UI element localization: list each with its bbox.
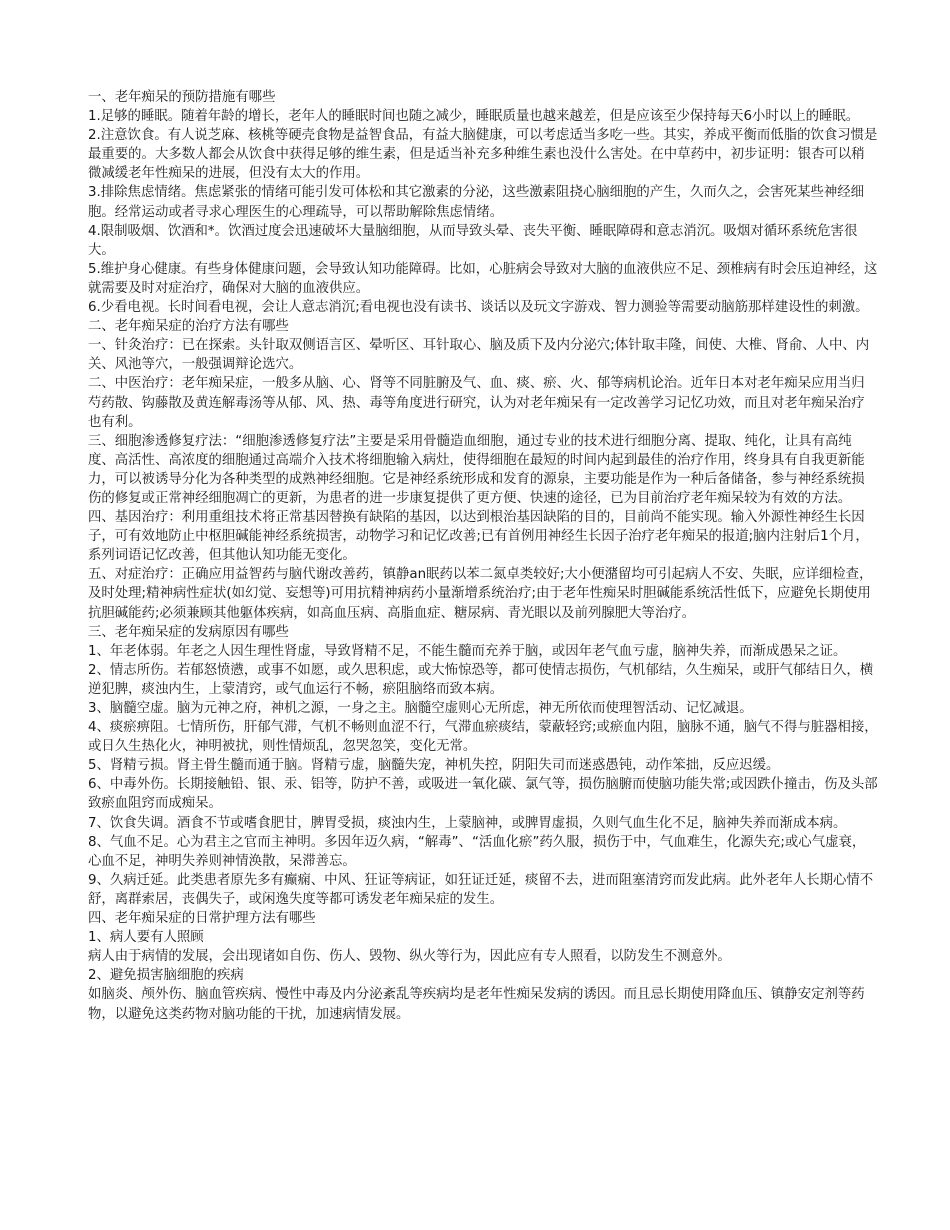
paragraph: 1.足够的睡眠。随着年龄的增长，老年人的睡眠时间也随之减少，睡眠质量也越来越差，但是应该至少保持每天6小时以上的睡眠。 [88, 109, 860, 125]
paragraph: 一、针灸治疗：已在探索。头针取双侧语言区、晕听区、耳针取心、脑及质下及内分泌穴;体针取丰隆，间使、大椎、肾俞、人中、内关、风池等穴，一般强调辩论选穴。 [88, 338, 870, 373]
paragraph: 三、细胞渗透修复疗法：“细胞渗透修复疗法”主要是采用骨髓造血细胞，通过专业的技术进行细胞分离、提取、纯化，让具有高纯度、高活性、高浓度的细胞通过高端介入技术将细胞输入病灶，使得细胞在最短的时间内起到最佳的治疗作用，终身具有自我更新能力，可以被诱导分化为各种类型的成熟神经细胞。它是神经系统形成和发育的源泉，主要功能是作为一种后备储备，参与神经系统损伤的修复或正常神经细胞凋亡的更新，为患者的进一步康复提供了更方便、快速的途径，已为目前治疗老年痴呆较为有效的方法。 [88, 433, 865, 506]
paragraph: 如脑炎、颅外伤、脑血管疾病、慢性中毒及内分泌紊乱等疾病均是老年性痴呆发病的诱因。而且忌长期使用降血压、镇静安定剂等药物，以避免这类药物对脑功能的干扰，加速病情发展。 [88, 987, 865, 1022]
paragraph: 3.排除焦虑情绪。焦虑紧张的情绪可能引发可体松和其它激素的分泌，这些激素阻挠心脑细胞的产生，久而久之，会害死某些神经细胞。经常运动或者寻求心理医生的心理疏导，可以帮助解除焦虑情绪。 [88, 185, 865, 220]
paragraph: 二、中医治疗：老年痴呆症，一般多从脑、心、肾等不同脏腑及气、血、痰、瘀、火、郁等病机论治。近年日本对老年痴呆应用当归芍药散、钩藤散及黄连解毒汤等从郁、风、热、毒等角度进行研究，认为对老年痴呆有一定改善学习记忆功效，而且对老年痴呆治疗也有利。 [88, 376, 865, 430]
paragraph: 2.注意饮食。有人说芝麻、核桃等硬壳食物是益智食品，有益大脑健康，可以考虑适当多吃一些。其实，养成平衡而低脂的饮食习惯是最重要的。大多数人都会从饮食中获得足够的维生素，但是适当补充多种维生素也没什么害处。在中草药中，初步证明：银杏可以稍微减缓老年性痴呆的进展，但没有太大的作用。 [88, 128, 878, 182]
paragraph: 3、脑髓空虚。脑为元神之府，神机之源，一身之主。脑髓空虚则心无所虑，神无所依而使理智活动、记忆减退。 [88, 701, 753, 716]
paragraph: 8、气血不足。心为君主之官而主神明。多因年迈久病，“解毒”、“活血化瘀”药久服，损伤于中，气血难生，化源失充;或心气虚衰，心血不足，神明失养则神情涣散，呆滞善忘。 [88, 834, 866, 869]
paragraph: 2、情志所伤。若郁怒愤懑，或事不如愿，或久思积虑，或大怖惊恐等，都可使情志损伤，气机郁结，久生痴呆，或肝气郁结日久，横逆犯脾，痰浊内生，上蒙清窍，或气血运行不畅，瘀阻脑络而致本病。 [88, 662, 874, 697]
section-heading: 1、病人要有人照顾 [88, 930, 204, 946]
paragraph: 病人由于病情的发展，会出现诸如自伤、伤人、毁物、纵火等行为，因此应有专人照看，以防发生不测意外。 [88, 949, 731, 965]
paragraph: 6、中毒外伤。长期接触铅、银、汞、铝等，防护不善，或吸进一氧化碳、氯气等，损伤脑腑而使脑功能失常;或因跌仆撞击，伤及头部致瘀血阻窍而成痴呆。 [88, 777, 878, 812]
paragraph: 4.限制吸烟、饮酒和*。饮酒过度会迅速破坏大量脑细胞，从而导致头晕、丧失平衡、睡眠障碍和意志消沉。吸烟对循环系统危害很大。 [88, 223, 858, 258]
paragraph: 5、肾精亏损。肾主骨生髓而通于脑。肾精亏虚，脑髓失宠，神机失控，阴阳失司而迷惑愚钝，动作笨拙，反应迟缓。 [88, 758, 780, 774]
document-body [88, 88, 878, 1024]
paragraph: 四、基因治疗：利用重组技术将正常基因替换有缺陷的基因，以达到根治基因缺陷的目的，目前尚不能实现。输入外源性神经生长因子，可有效地防止中枢胆碱能神经系统损害，动物学习和记忆改善;已有首例用神经生长因子治疗老年痴呆的报道;脑内注射后1个月，系列词语记忆改善，但其他认知功能无变化。 [88, 510, 869, 564]
section-heading: 二、老年痴呆症的治疗方法有哪些 [88, 319, 289, 335]
section-heading: 三、老年痴呆症的发病原因有哪些 [88, 624, 289, 640]
paragraph: 5.维护身心健康。有些身体健康问题，会导致认知功能障碍。比如，心脏病会导致对大脑的血液供应不足、颈椎病有时会压迫神经，这就需要及时对症治疗，确保对大脑的血液供应。 [88, 261, 878, 296]
paragraph: 7、饮食失调。酒食不节或嗜食肥甘，脾胃受损，痰浊内生，上蒙脑神，或脾胃虚损，久则气血生化不足，脑神失养而渐成本病。 [88, 815, 847, 831]
section-heading: 一、老年痴呆的预防措施有哪些 [88, 90, 276, 105]
section-heading: 2、避免损害脑细胞的疾病 [88, 968, 244, 984]
section-heading: 四、老年痴呆症的日常护理方法有哪些 [88, 911, 316, 927]
paragraph: 4、痰瘀痹阻。七情所伤，肝郁气滞，气机不畅则血涩不行，气滞血瘀痰结，蒙蔽轻窍;或瘀血内阻，脑脉不通，脑气不得与脏器相接，或日久生热化火，神明被扰，则性情烦乱，忽哭忽笑，变化无常。 [88, 720, 878, 755]
paragraph: 五、对症治疗：正确应用益智药与脑代谢改善药，镇静an眠药以苯二氮卓类较好;大小便潴留均可引起病人不安、失眠，应详细检查，及时处理;精神病性症状(如幻觉、妄想等)可用抗精神病药小量渐增系统治疗;由于老年性痴呆时胆碱能系统活性低下，应避免长期使用抗胆碱能药;必须兼顾其他躯体疾病，如高血压病、高脂血症、糖尿病、青光眼以及前列腺肥大等治疗。 [88, 567, 873, 621]
paragraph: 1、年老体弱。年老之人因生理性肾虚，导致肾精不足，不能生髓而充养于脑，或因年老气血亏虚，脑神失养，而渐成愚呆之证。 [88, 643, 847, 659]
paragraph: 9、久病迁延。此类患者原先多有癫痫、中风、狂证等病证，如狂证迁延，痰留不去，进而阻塞清窍而发此病。此外老年人长期心情不舒，离群索居，丧偶失子，或闲逸失度等都可诱发老年痴呆症的发生。 [88, 872, 874, 907]
paragraph: 6.少看电视。长时间看电视，会让人意志消沉;看电视也没有读书、谈话以及玩文字游戏、智力测验等需要动脑筋那样建设性的刺激。 [88, 300, 869, 316]
